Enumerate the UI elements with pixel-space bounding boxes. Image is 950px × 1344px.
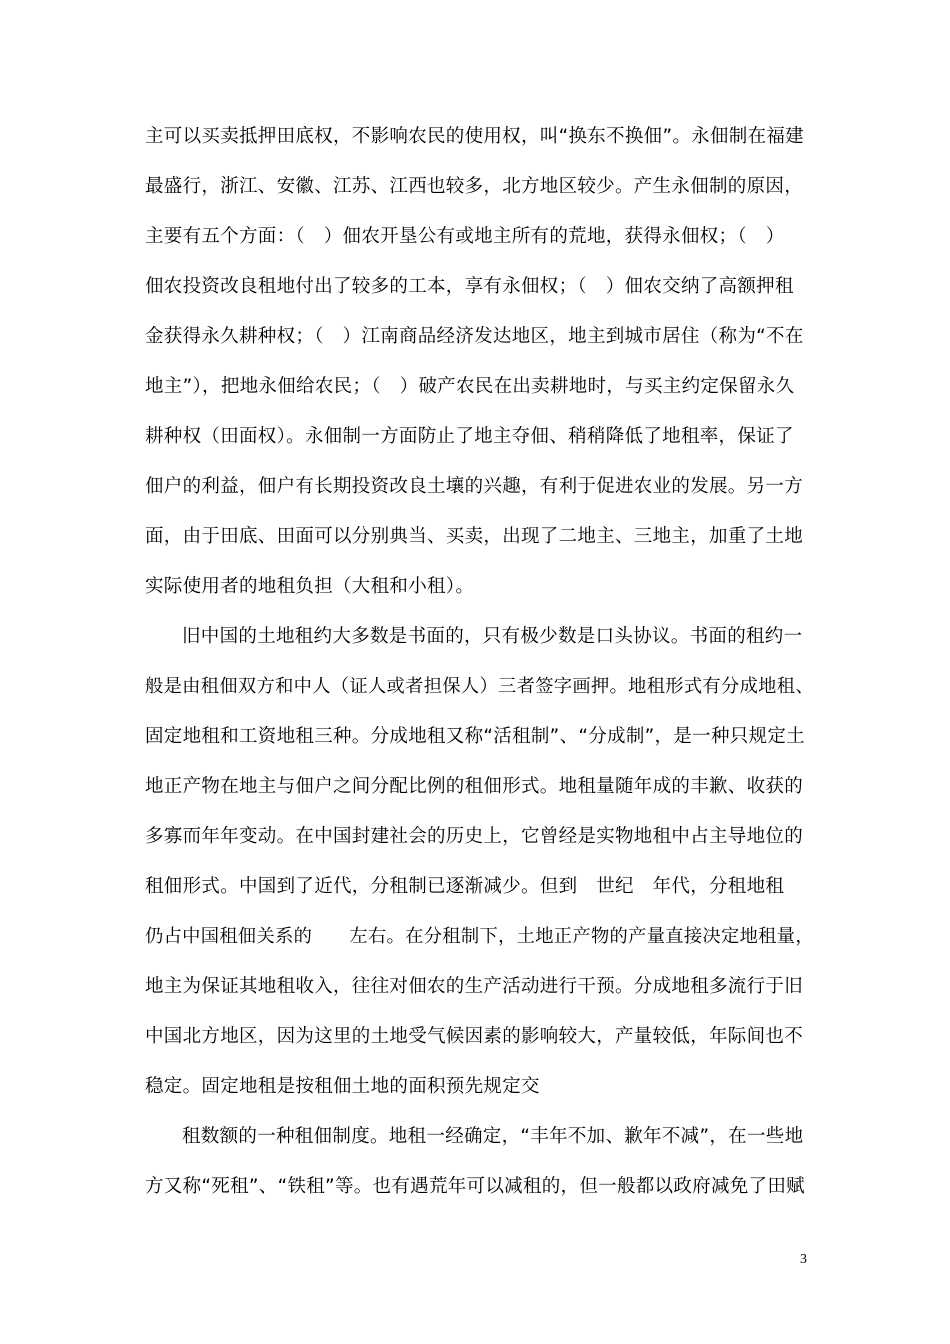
text-line: 多寡而年年变动。在中国封建社会的历史上，它曾经是实物地租中占主导地位的 [145,826,804,847]
text-line: 方又称“死租”、“铁租”等。也有遇荒年可以减租的，但一般都以政府减免了田赋 [145,1176,805,1197]
text-line: 仍占中国租佃关系的 左右。在分租制下，土地正产物的产量直接决定地租量， [145,926,814,947]
text-line: 中国北方地区，因为这里的土地受气候因素的影响较大，产量较低，年际间也不 [145,1026,804,1047]
text-line: 佃农投资改良租地付出了较多的工本，享有永佃权；（ ）佃农交纳了高额押租 [145,276,794,297]
text-line: 稳定。固定地租是按租佃土地的面积预先规定交 [145,1076,540,1097]
text-line: 租佃形式。中国到了近代，分租制已逐渐减少。但到 世纪 年代，分租地租 [145,876,785,897]
text-line: 地主”），把地永佃给农民；（ ）破产农民在出卖耕地时，与买主约定保留永久 [145,376,795,397]
text-line: 般是由租佃双方和中人（证人或者担保人）三者签字画押。地租形式有分成地租、 [145,676,814,697]
page-number: 3 [800,1252,807,1267]
text-line: 面，由于田底、田面可以分别典当、买卖，出现了二地主、三地主，加重了土地 [145,526,804,547]
text-line: 耕种权（田面权）。永佃制一方面防止了地主夺佃、稍稍降低了地租率，保证了 [145,426,794,447]
text-line: 旧中国的土地租约大多数是书面的，只有极少数是口头协议。书面的租约一 [182,626,803,647]
text-body [145,112,815,1212]
text-line: 实际使用者的地租负担（大租和小租）。 [145,576,475,597]
text-line: 最盛行，浙江、安徽、江苏、江西也较多，北方地区较少。产生永佃制的原因， [145,176,804,197]
text-line: 地正产物在地主与佃户之间分配比例的租佃形式。地租量随年成的丰歉、收获的 [145,776,804,797]
text-line: 主要有五个方面：（ ）佃农开垦公有或地主所有的荒地，获得永佃权；（ ） [145,226,785,247]
text-line: 佃户的利益，佃户有长期投资改良土壤的兴趣，有利于促进农业的发展。另一方 [145,476,804,497]
text-line: 租数额的一种租佃制度。地租一经确定，“丰年不加、歉年不减”，在一些地 [182,1126,804,1147]
text-line: 地主为保证其地租收入，往往对佃农的生产活动进行干预。分成地租多流行于旧 [145,976,804,997]
text-line: 主可以买卖抵押田底权，不影响农民的使用权，叫“换东不换佃”。永佃制在福建 [145,126,804,147]
text-line: 金获得永久耕种权；（ ）江南商品经济发达地区，地主到城市居住（称为“不在 [145,326,804,347]
text-line: 固定地租和工资地租三种。分成地租又称“活租制”、“分成制”，是一种只规定土 [145,726,805,747]
